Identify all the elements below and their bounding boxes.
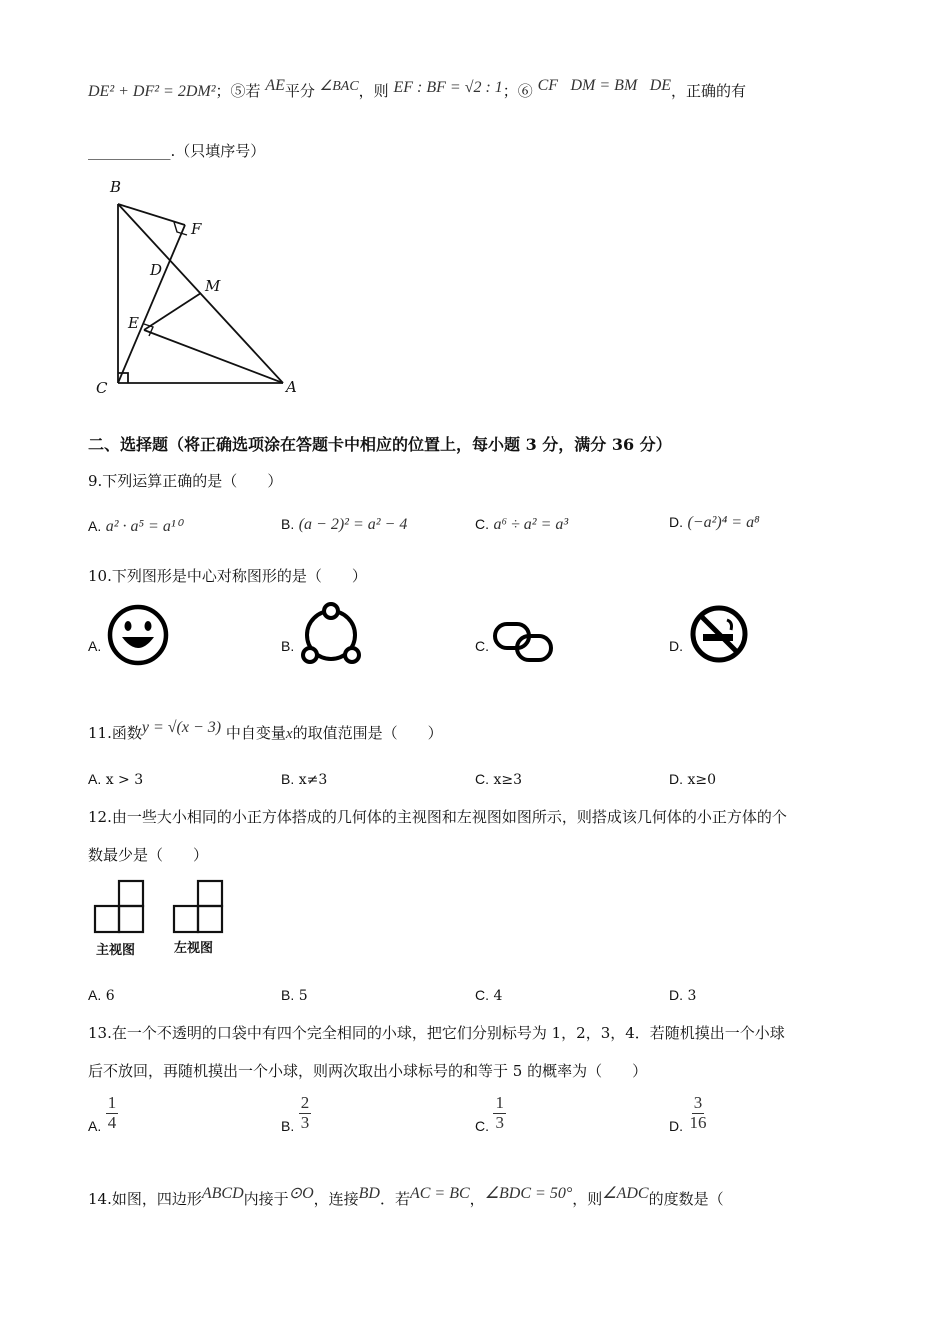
q12-stem-line2: 数最少是（ ） — [88, 846, 209, 864]
q13-stem-line1: 13.在一个不透明的口袋中有四个完全相同的小球，把它们分别标号为 1，2，3，4．若随机摸出一个小球 — [88, 1024, 785, 1042]
top-line — [88, 77, 747, 101]
q11-stem: 11.函数y = √(x − 3) 中自变量x的取值范围是（ ） — [88, 719, 443, 742]
answer-blank-line — [88, 140, 265, 161]
label-a: A — [286, 378, 297, 396]
fill-note: .（只填序号） — [170, 142, 266, 160]
left-view-cell — [198, 906, 222, 932]
q9-option-a: A. a² · a⁵ = a¹⁰ — [88, 518, 183, 535]
label-d: D — [150, 261, 163, 279]
q14-stem: 14.如图，四边形ABCD内接于⊙O，连接BD．若AC = BC，∠BDC = 50°，则∠ADC的度数是（ — [88, 1185, 724, 1208]
q12-stem-line1: 12.由一些大小相同的小正方体搭成的几何体的主视图和左视图如图所示，则搭成该几何体的小正方体的个 — [88, 808, 787, 826]
smiley-face-icon — [106, 603, 170, 667]
q13-option-a: A. $\frac{1}{4}$ — [88, 1093, 117, 1135]
no-smoking-icon — [689, 604, 749, 664]
q12-option-d: D. 3 — [669, 987, 697, 1004]
chain-link-icon — [492, 620, 554, 664]
answer-blank: ___________ — [88, 142, 171, 160]
left-view-cell — [198, 881, 222, 906]
q10-label-b: B. — [281, 638, 295, 654]
text-then: ，则 — [358, 82, 389, 100]
label-b: B — [110, 178, 122, 196]
q9-option-c: C. a⁶ ÷ a² = a³ — [475, 516, 569, 533]
formula-dm: DE² + DF² = 2DM² — [88, 83, 216, 100]
formula-cf-dm: CF⃞DM = BM⃞DE — [537, 77, 672, 94]
segment-em — [144, 293, 201, 330]
q12-option-a: A. 6 — [88, 987, 115, 1004]
q9-stem: 9.下列运算正确的是（ ） — [88, 472, 283, 490]
label-f: F — [191, 220, 202, 238]
formula-ef-bf: EF : BF = √2 : 1 — [393, 79, 503, 96]
q11-option-d: D. x≥0 — [669, 771, 716, 788]
q13-option-b: B. $\frac{2}{3}$ — [281, 1093, 310, 1135]
segment-ea — [144, 330, 283, 383]
text-correct: ，正确的有 — [671, 82, 747, 100]
q11-option-b: B. x≠3 — [281, 771, 328, 788]
q11-option-a: A. x > 3 — [88, 771, 144, 788]
q13-stem-line2: 后不放回，再随机摸出一个小球，则两次取出小球标号的和等于 5 的概率为（ ） — [88, 1062, 648, 1080]
segment-cf — [118, 225, 185, 383]
text-sep2: ；⑥ — [502, 82, 533, 100]
formula-angle-bac: ∠BAC — [319, 79, 359, 94]
views-figure — [90, 876, 240, 962]
q10-stem: 10.下列图形是中心对称图形的是（ ） — [88, 567, 367, 585]
q10-label-a: A. — [88, 638, 102, 654]
label-c: C — [96, 379, 108, 397]
q10-label-c: C. — [475, 638, 489, 654]
main-view-cell — [95, 906, 119, 932]
q12-option-b: B. 5 — [281, 987, 308, 1004]
left-view-cell — [174, 906, 198, 932]
q12-option-c: C. 4 — [475, 987, 503, 1004]
q11-function: y = √(x − 3) — [141, 719, 222, 736]
label-e: E — [128, 314, 139, 332]
q13-option-c: C. $\frac{1}{3}$ — [475, 1093, 504, 1135]
label-m: M — [205, 277, 221, 295]
main-view-cell — [119, 881, 143, 906]
section-heading: 二、选择题（将正确选项涂在答题卡中相应的位置上，每小题 3 分，满分 36 分） — [88, 435, 672, 454]
q11-option-c: C. x≥3 — [475, 771, 522, 788]
geometry-figure — [88, 172, 318, 402]
text-sep1: ；⑤若 — [215, 82, 261, 100]
q9-option-d: D. (−a²)⁴ = a⁸ — [669, 514, 760, 531]
q10-label-d: D. — [669, 638, 683, 654]
formula-ae: AE — [265, 77, 285, 94]
q9-option-b: B. (a − 2)² = a² − 4 — [281, 516, 408, 533]
left-view-label: 左视图 — [174, 941, 214, 956]
q13-option-d: D. $\frac{3}{16}$ — [669, 1093, 707, 1135]
main-view-label: 主视图 — [96, 943, 136, 958]
text-bisect: 平分 — [284, 82, 315, 100]
main-view-cell — [119, 906, 143, 932]
three-nodes-circle-icon — [298, 601, 364, 665]
